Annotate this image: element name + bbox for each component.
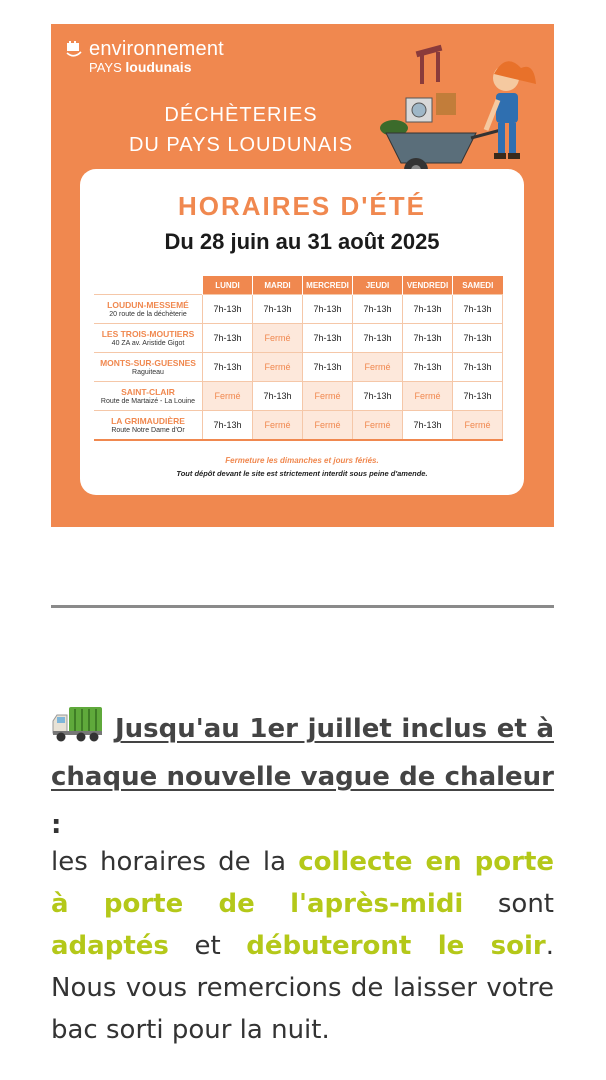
brand-logo — [65, 38, 224, 75]
site-cell — [94, 382, 203, 411]
hours-cell: 7h-13h — [403, 411, 453, 441]
day-header: MARDI — [253, 276, 303, 295]
closure-note: Fermeture les dimanches et jours fériés. — [225, 456, 379, 465]
hours-cell: 7h-13h — [303, 324, 353, 353]
poster-heading-line2: DU PAYS LOUDUNAIS — [128, 134, 354, 156]
brand-sub-a: PAYS — [89, 60, 126, 75]
hours-cell: 7h-13h — [203, 324, 253, 353]
hours-cell: Fermé — [403, 382, 453, 411]
hours-cell: Fermé — [453, 411, 503, 441]
hours-cell: 7h-13h — [303, 295, 353, 324]
hours-cell: 7h-13h — [453, 382, 503, 411]
site-name: SAINT-CLAIR — [121, 386, 175, 397]
hours-cell: 7h-13h — [403, 295, 453, 324]
hours-cell: 7h-13h — [453, 324, 503, 353]
day-header: LUNDI — [203, 276, 253, 295]
site-address: Route de Martaizé - La Louine — [100, 397, 196, 405]
site-address: Raguiteau — [132, 368, 164, 376]
site-cell — [94, 324, 203, 353]
section-divider — [51, 605, 554, 608]
deposit-warning: Tout dépôt devant le site est strictement interdit sous peine d'amende. — [176, 469, 428, 478]
body-text: sont — [463, 889, 554, 919]
site-cell — [94, 295, 203, 324]
hours-cell: 7h-13h — [303, 353, 353, 382]
hours-cell: 7h-13h — [453, 353, 503, 382]
hours-cell: 7h-13h — [203, 353, 253, 382]
highlight-text: débuteront le soir — [246, 931, 546, 961]
hours-cell: 7h-13h — [253, 382, 303, 411]
site-address: Route Notre Dame d'Or — [111, 426, 185, 434]
hours-cell: 7h-13h — [353, 295, 403, 324]
table-corner — [94, 276, 203, 295]
brand-subtitle — [89, 59, 224, 75]
hours-cell: Fermé — [253, 324, 303, 353]
hours-cell: Fermé — [253, 353, 303, 382]
table-row — [94, 382, 503, 411]
highlight-text: collecte en porte à porte de l'après-midi — [51, 847, 554, 919]
site-name: LA GRIMAUDIÈRE — [111, 415, 185, 426]
brand-title: environnement — [89, 38, 224, 60]
hours-cell: Fermé — [353, 411, 403, 441]
hours-cell: 7h-13h — [203, 411, 253, 441]
hours-cell: Fermé — [353, 353, 403, 382]
table-row — [94, 411, 503, 441]
day-header: SAMEDI — [453, 276, 503, 295]
lead-underlined-text: Jusqu'au 1er juillet inclus et à chaque nouvelle vague de chaleur — [51, 714, 554, 792]
site-cell — [94, 411, 203, 441]
article-paragraph — [51, 841, 554, 1051]
day-header: MERCREDI — [303, 276, 353, 295]
hours-table-header — [94, 276, 503, 295]
site-address: 20 route de la déchèterie — [109, 310, 187, 318]
hours-cell: 7h-13h — [353, 324, 403, 353]
site-name: LOUDUN-MESSEMÉ — [107, 299, 189, 310]
table-row — [94, 353, 503, 382]
hours-cell: 7h-13h — [253, 295, 303, 324]
card-subtitle: Du 28 juin au 31 août 2025 — [164, 229, 440, 254]
body-text: . Nous vous remercions de laisser votre bac sorti pour la nuit. — [51, 931, 554, 1045]
truck-emoji-icon — [51, 705, 103, 743]
lead-colon: : — [51, 810, 62, 840]
hours-card — [80, 169, 524, 495]
article-body — [51, 705, 554, 1051]
poster-heading-line1: DÉCHÈTERIES — [164, 104, 318, 126]
site-cell — [94, 353, 203, 382]
brand-sub-b: loudunais — [125, 59, 192, 75]
site-name: LES TROIS-MOUTIERS — [101, 328, 195, 339]
hours-table — [94, 276, 503, 441]
hours-cell: Fermé — [303, 382, 353, 411]
hours-cell: 7h-13h — [403, 353, 453, 382]
body-text: les horaires de la — [51, 847, 299, 877]
highlight-text: adaptés — [51, 931, 169, 961]
table-row — [94, 324, 503, 353]
hours-cell: Fermé — [203, 382, 253, 411]
hours-cell: 7h-13h — [353, 382, 403, 411]
site-address: 40 ZA av. Aristide Gigot — [111, 339, 185, 347]
hours-cell: 7h-13h — [203, 295, 253, 324]
summer-hours-poster — [51, 24, 554, 527]
article-lead — [51, 705, 554, 849]
site-name: MONTS-SUR-GUESNES — [100, 357, 196, 368]
hours-cell: 7h-13h — [403, 324, 453, 353]
hours-cell: Fermé — [253, 411, 303, 441]
hours-cell: 7h-13h — [453, 295, 503, 324]
hours-cell: Fermé — [303, 411, 353, 441]
day-header: VENDREDI — [403, 276, 453, 295]
body-text: et — [168, 931, 247, 961]
wheelbarrow-illustration — [376, 38, 546, 188]
card-title: HORAIRES D'ÉTÉ — [178, 191, 426, 221]
table-row — [94, 295, 503, 324]
day-header: JEUDI — [353, 276, 403, 295]
brand-logo-icon — [65, 40, 83, 58]
